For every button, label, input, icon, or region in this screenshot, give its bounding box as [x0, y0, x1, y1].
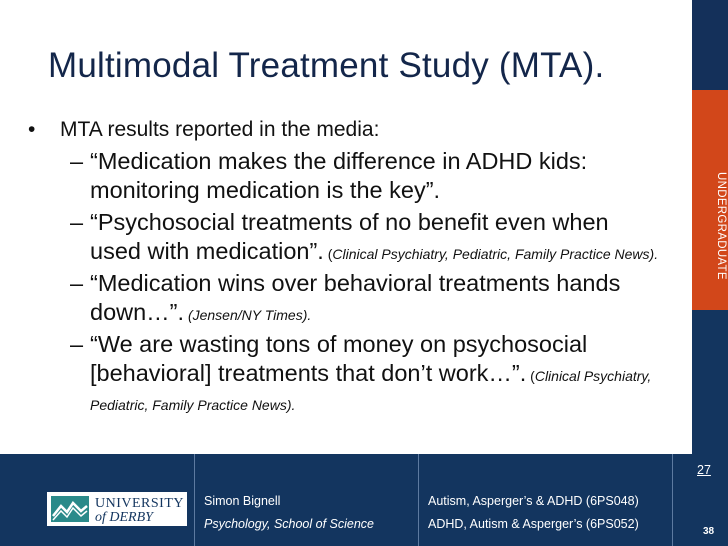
- slide-content: [28, 116, 664, 417]
- sub-item-1: [28, 147, 664, 205]
- module-code-1: Autism, Asperger’s & ADHD (6PS048): [428, 494, 639, 508]
- dash-mark: –: [70, 209, 84, 235]
- footer-divider: [418, 454, 419, 546]
- dash-mark: –: [70, 148, 84, 174]
- quote-text: “Medication makes the difference in ADHD kids: monitoring medication is the key”.: [90, 148, 588, 203]
- bullet-mark: •: [28, 118, 36, 141]
- sub-item-3: [28, 269, 664, 327]
- source-citation: Clinical Psychiatry, Pediatric, Family Practice News).: [332, 246, 659, 262]
- footer-divider: [194, 454, 195, 546]
- source-citation: (Jensen/NY Times).: [187, 307, 312, 323]
- footer: [0, 454, 692, 546]
- module-code-2: ADHD, Autism & Asperger’s (6PS052): [428, 517, 639, 531]
- source-citation: Clinical Psychiatry, Pediatric, Family Practice News).: [90, 368, 652, 413]
- slide-number-link[interactable]: 27: [697, 463, 711, 477]
- sidebar-label: UNDERGRADUATE: [715, 172, 727, 280]
- university-logo: [47, 492, 187, 526]
- logo-text-derby: of DERBY: [95, 510, 153, 525]
- quote-text: “Medication wins over behavioral treatments hands down…”.: [90, 270, 621, 325]
- dash-mark: –: [70, 331, 84, 357]
- footer-divider: [672, 454, 673, 546]
- dash-mark: –: [70, 270, 84, 296]
- author-name: Simon Bignell: [204, 494, 281, 508]
- sidebar-top: [692, 0, 728, 90]
- page-number: 38: [703, 526, 715, 537]
- slide-title: Multimodal Treatment Study (MTA).: [48, 46, 605, 85]
- sub-item-2: [28, 208, 664, 266]
- source-open: (: [526, 368, 535, 384]
- sub-item-4: [28, 330, 664, 417]
- logo-text-university: UNIVERSITY: [95, 496, 184, 511]
- bullet-item: [28, 116, 664, 144]
- department-name: Psychology, School of Science: [204, 517, 375, 531]
- quote-text: “Psychosocial treatments of no benefit even when used with medication”.: [90, 209, 609, 264]
- bullet-text: MTA results reported in the media:: [60, 118, 380, 141]
- quote-text: “We are wasting tons of money on psychosocial [behavioral] treatments that don’t work…”.: [90, 331, 588, 386]
- source-open: (: [323, 246, 333, 262]
- logo-mountain-icon: [51, 496, 89, 522]
